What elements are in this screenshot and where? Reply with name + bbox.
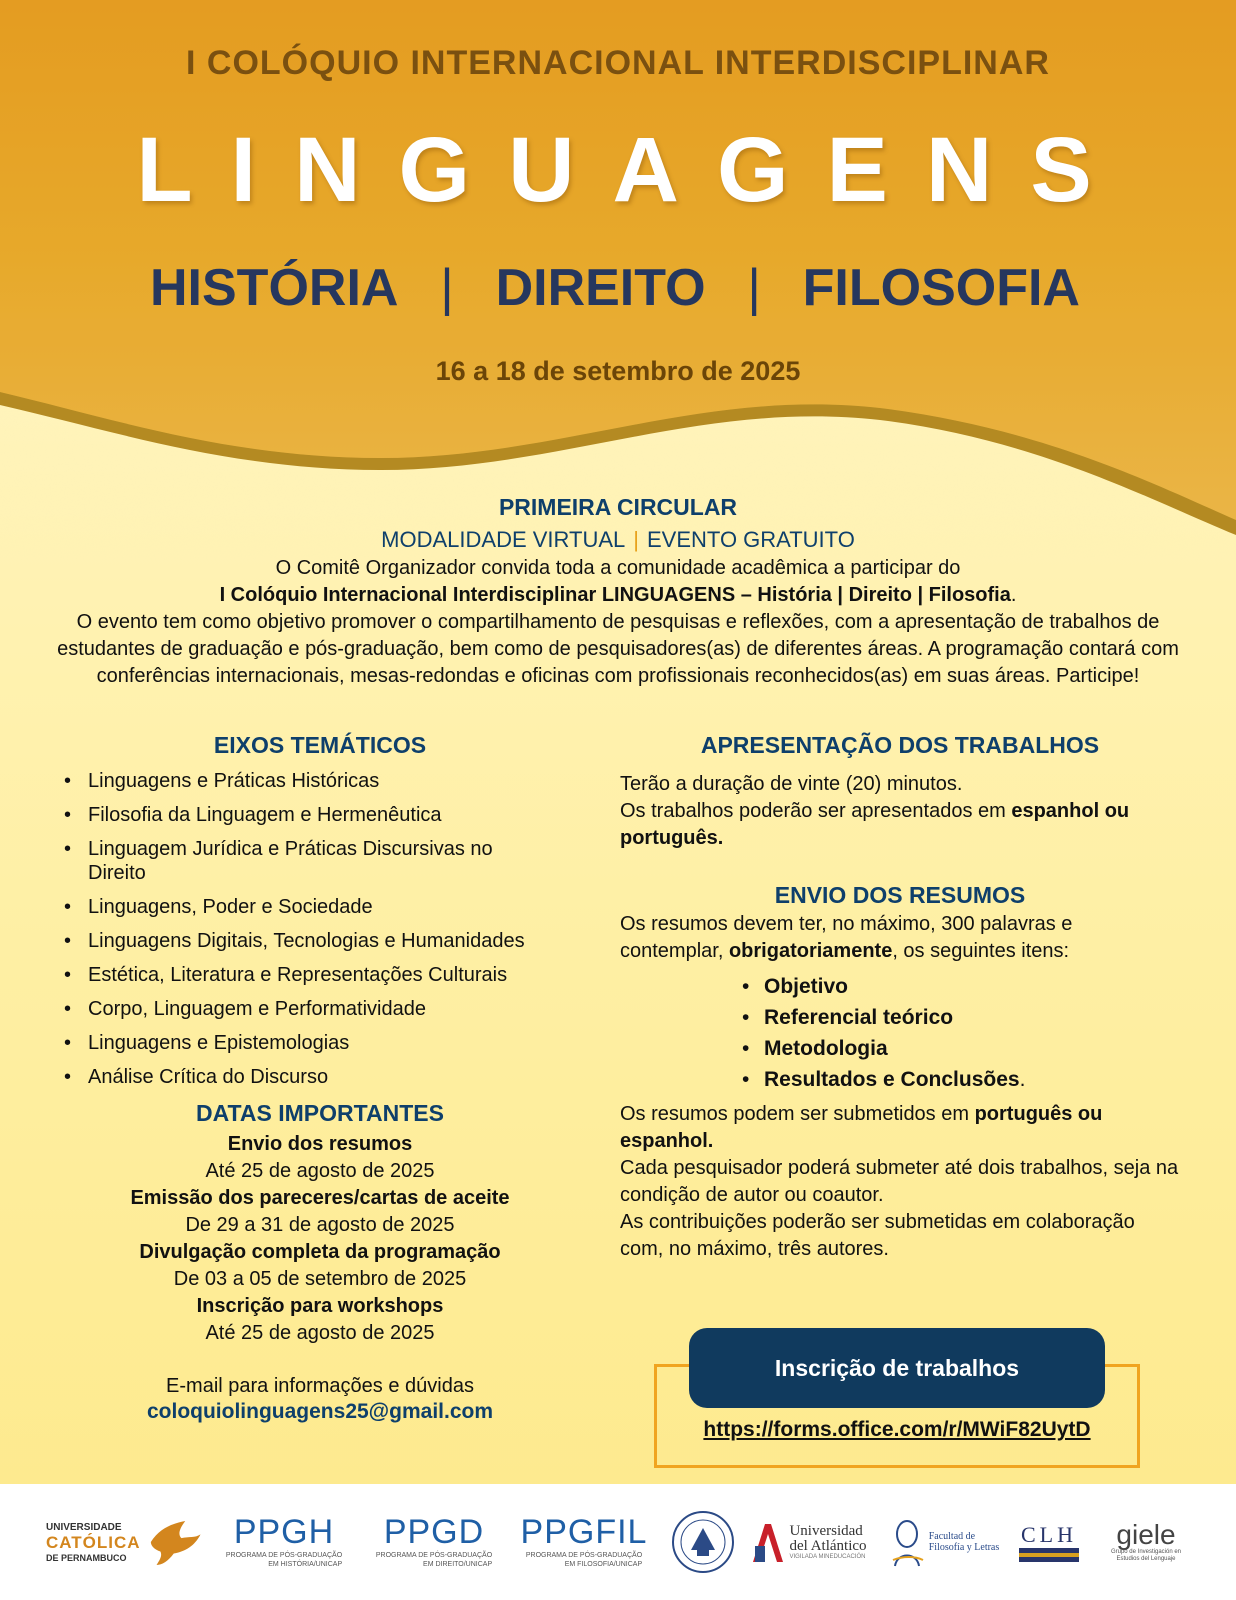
ppgfil-sub1: PROGRAMA DE PÓS-GRADUAÇÃO	[525, 1552, 643, 1559]
ffl-name1: Facultad de	[928, 1531, 976, 1542]
university-seal-icon	[671, 1510, 735, 1574]
ffl-name2: Filosofía y Letras	[928, 1542, 1000, 1553]
eixos-section	[60, 732, 580, 1099]
list-item	[764, 1064, 1180, 1095]
athena-icon	[889, 1516, 925, 1568]
free-event-label: EVENTO GRATUITO	[647, 527, 855, 552]
apresentacao-lang-text: Os trabalhos poderão ser apresentados em	[620, 800, 1012, 822]
ppgd-sub1: PROGRAMA DE PÓS-GRADUAÇÃO	[375, 1552, 493, 1559]
date-value: De 03 a 05 de setembro de 2025	[173, 1268, 467, 1290]
atlantico-name1: Universidad	[789, 1523, 863, 1539]
atlantico-mark-icon	[751, 1520, 785, 1564]
clh-stripe-icon	[1019, 1548, 1079, 1562]
apresentacao-languages	[620, 798, 1180, 852]
envio-intro-bold: obrigatoriamente	[728, 940, 893, 962]
giele-name: giele	[1116, 1519, 1176, 1550]
date-value: Até 25 de agosto de 2025	[205, 1160, 435, 1182]
list-item: • Linguagens, Poder e Sociedade	[88, 895, 580, 919]
ppgd-name: PPGD	[383, 1513, 485, 1551]
list-item: • Metodologia	[764, 1033, 1180, 1064]
envio-languages	[620, 1101, 1180, 1155]
unicap-line1: UNIVERSIDADE	[46, 1521, 122, 1533]
event-edition-title: I COLÓQUIO INTERNACIONAL INTERDISCIPLINAR	[186, 44, 1050, 82]
envio-lang-bold: português ou espanhol.	[620, 1103, 1103, 1152]
area-historia: HISTÓRIA	[150, 259, 399, 317]
event-main-title: LINGUAGENS	[136, 119, 1130, 221]
list-item: • Corpo, Linguagem e Performatividade	[88, 997, 580, 1021]
ppgh-logo	[216, 1484, 352, 1600]
registration-button[interactable]: Inscrição de trabalhos	[689, 1328, 1105, 1408]
event-name-period: .	[1010, 584, 1017, 606]
list-item: • Objetivo	[764, 971, 1180, 1002]
list-item: • Linguagens e Práticas Históricas	[88, 769, 580, 793]
unicap-line2: CATÓLICA	[46, 1532, 141, 1552]
giele-sub1: Grupo de Investigación en	[1110, 1549, 1182, 1555]
hero-banner	[0, 0, 1236, 560]
ppgd-sub2: EM DIREITO/UNICAP	[423, 1561, 493, 1568]
intro-section	[40, 494, 1196, 690]
contact-label: E-mail para informações e dúvidas	[166, 1375, 474, 1397]
event-name-bold: I Colóquio Internacional Interdisciplinar LINGUAGENS – História | Direito | Filosofia	[219, 584, 1011, 606]
ffl-logo	[884, 1484, 1004, 1600]
seal-logo	[668, 1484, 738, 1600]
date-label: Inscrição para workshops	[196, 1295, 444, 1317]
dates-section	[60, 1100, 580, 1347]
apresentacao-duration: Terão a duração de vinte (20) minutos.	[620, 773, 963, 795]
envio-items-list	[620, 971, 1180, 1095]
contact-section	[60, 1372, 580, 1424]
ppgh-sub1: PROGRAMA DE PÓS-GRADUAÇÃO	[225, 1552, 343, 1559]
list-item: • Linguagem Jurídica e Práticas Discursivas no Direito	[88, 837, 508, 885]
clh-logo	[1016, 1484, 1082, 1600]
list-item: • Estética, Literatura e Representações Culturais	[88, 963, 580, 987]
atlantico-sub: VIGILADA MINEDUCACIÓN	[789, 1554, 866, 1560]
envio-rule-collab: As contribuições poderão ser submetidas em colaboração com, no máximo, três autores.	[620, 1211, 1135, 1260]
list-item-text: Resultados e Conclusões	[764, 1068, 1020, 1091]
eixos-list	[60, 769, 580, 1089]
invitation-text: O Comitê Organizador convida toda a comunidade acadêmica a participar do	[275, 557, 961, 579]
list-item: • Linguagens Digitais, Tecnologias e Humanidades	[88, 929, 580, 953]
envio-rule-authors: Cada pesquisador poderá submeter até dois trabalhos, seja na condição de autor ou coautor.	[620, 1157, 1179, 1206]
contact-email-link[interactable]: coloquiolinguagens25@gmail.com	[146, 1400, 494, 1423]
event-full-name	[40, 582, 1196, 609]
ppgfil-logo	[514, 1484, 654, 1600]
area-separator: |	[440, 259, 454, 317]
list-item-period: .	[1019, 1068, 1026, 1091]
dates-title: DATAS IMPORTANTES	[196, 1100, 444, 1126]
clh-name: CLH	[1021, 1522, 1077, 1547]
date-value: De 29 a 31 de agosto de 2025	[185, 1214, 455, 1236]
list-item: • Referencial teórico	[764, 1002, 1180, 1033]
circular-title: PRIMEIRA CIRCULAR	[498, 494, 738, 520]
ppgh-sub2: EM HISTÓRIA/UNICAP	[268, 1561, 343, 1568]
right-column	[620, 732, 1180, 1263]
event-description: O evento tem como objetivo promover o compartilhamento de pesquisas e reflexões, com a apresentação de trabalhos de estudantes de graduação e pós-graduação, bem como de pesquisadores(as) de diferentes áreas. A programação contará com conferências internacionais, mesas-redondas e oficinas com profissionais reconhecidos(as) em suas áreas. Participe!	[57, 611, 1179, 687]
sponsor-logos	[0, 1484, 1236, 1600]
apresentacao-lang-bold: espanhol ou português.	[620, 800, 1130, 849]
atlantico-name2: del Atlántico	[789, 1538, 867, 1554]
dove-icon	[147, 1516, 202, 1568]
event-areas	[150, 258, 1080, 318]
envio-intro-end: , os seguintes itens:	[892, 940, 1070, 962]
ppgfil-sub2: EM FILOSOFIA/UNICAP	[564, 1561, 643, 1568]
area-direito: DIREITO	[495, 259, 706, 317]
event-date: 16 a 18 de setembro de 2025	[435, 356, 801, 386]
date-value: Até 25 de agosto de 2025	[205, 1322, 435, 1344]
area-filosofia: FILOSOFIA	[802, 259, 1080, 317]
modality-line	[40, 527, 1196, 553]
date-label: Envio dos resumos	[227, 1133, 413, 1155]
list-item: • Filosofia da Linguagem e Hermenêutica	[88, 803, 580, 827]
envio-title: ENVIO DOS RESUMOS	[774, 882, 1026, 908]
ppgd-logo	[366, 1484, 502, 1600]
registration-link[interactable]: https://forms.office.com/r/MWiF82UytD	[703, 1418, 1091, 1441]
giele-logo	[1100, 1484, 1192, 1600]
area-separator: |	[747, 259, 761, 317]
list-item: • Linguagens e Epistemologias	[88, 1031, 580, 1055]
unicap-line3: DE PERNAMBUCO	[46, 1552, 127, 1563]
ppgh-name: PPGH	[233, 1513, 335, 1551]
envio-lang-text: Os resumos podem ser submetidos em	[620, 1103, 975, 1125]
list-item: • Análise Crítica do Discurso	[88, 1065, 580, 1089]
date-label: Divulgação completa da programação	[139, 1241, 501, 1263]
apresentacao-title: APRESENTAÇÃO DOS TRABALHOS	[700, 732, 1100, 758]
modality-label: MODALIDADE VIRTUAL	[381, 527, 626, 552]
envio-intro	[620, 911, 1180, 965]
date-label: Emissão dos pareceres/cartas de aceite	[130, 1187, 510, 1209]
eixos-title: EIXOS TEMÁTICOS	[213, 732, 427, 758]
envio-intro-text: Os resumos devem ter, no máximo, 300 palavras e contemplar,	[620, 913, 1073, 962]
unicap-logo	[46, 1484, 202, 1600]
giele-sub2: Estudios del Lenguaje	[1116, 1556, 1176, 1562]
modality-separator: |	[633, 527, 639, 552]
atlantico-logo	[750, 1484, 868, 1600]
ppgfil-name: PPGFIL	[520, 1513, 648, 1551]
